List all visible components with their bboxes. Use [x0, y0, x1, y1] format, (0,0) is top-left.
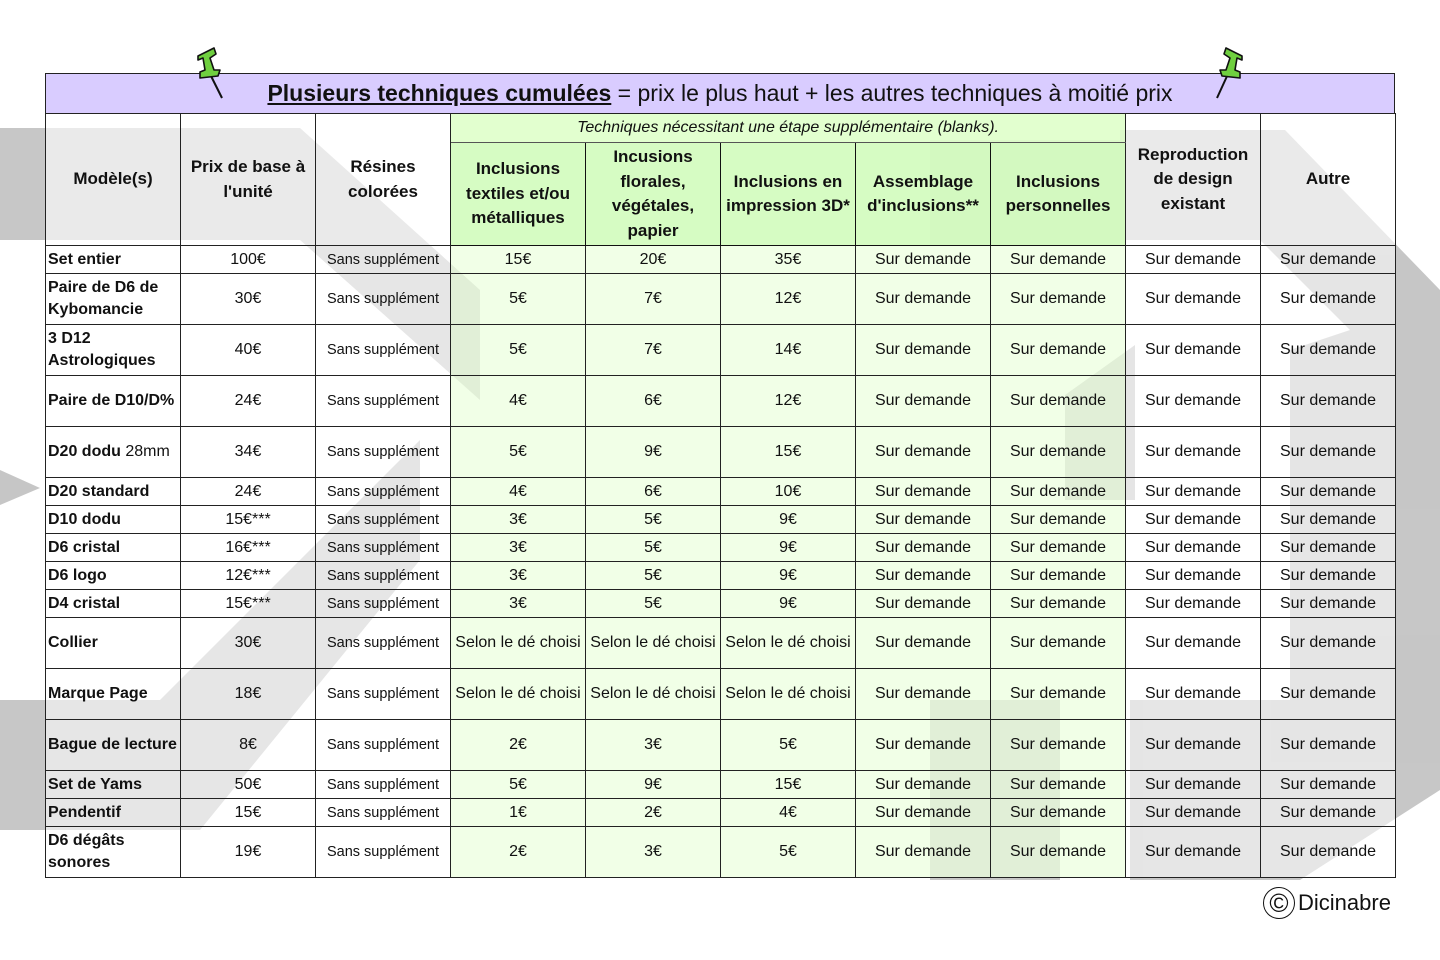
cell-floral: 9€	[586, 427, 721, 478]
cell-print3d: 14€	[721, 325, 856, 376]
header-print3d: Inclusions en impression 3D*	[721, 143, 856, 246]
cell-price: 12€***	[181, 562, 316, 590]
model-name: Marque Page	[48, 685, 148, 702]
header-model: Modèle(s)	[46, 114, 181, 246]
pricing-table-container	[45, 73, 1395, 878]
cell-print3d: 9€	[721, 506, 856, 534]
cell-assembly: Sur demande	[856, 534, 991, 562]
cell-floral: 9€	[586, 771, 721, 799]
cell-floral: 7€	[586, 325, 721, 376]
cell-assembly: Sur demande	[856, 427, 991, 478]
cell-model	[46, 618, 181, 669]
cell-model	[46, 799, 181, 827]
cell-model	[46, 562, 181, 590]
cell-price: 24€	[181, 376, 316, 427]
cell-personal: Sur demande	[991, 799, 1126, 827]
cell-repro: Sur demande	[1126, 506, 1261, 534]
cell-model	[46, 478, 181, 506]
cell-model	[46, 427, 181, 478]
credit-signature	[1263, 887, 1391, 919]
table-row	[46, 590, 1396, 618]
cell-resin: Sans supplément	[316, 771, 451, 799]
cell-repro: Sur demande	[1126, 562, 1261, 590]
cell-personal: Sur demande	[991, 478, 1126, 506]
cell-price: 30€	[181, 274, 316, 325]
pricing-table	[45, 113, 1396, 878]
cell-price: 30€	[181, 618, 316, 669]
model-name: Collier	[48, 634, 98, 651]
header-personal: Inclusions personnelles	[991, 143, 1126, 246]
table-row	[46, 534, 1396, 562]
cell-model	[46, 534, 181, 562]
cell-print3d: 5€	[721, 827, 856, 878]
cell-repro: Sur demande	[1126, 827, 1261, 878]
cell-model	[46, 325, 181, 376]
cell-floral: 20€	[586, 246, 721, 274]
cell-print3d: 4€	[721, 799, 856, 827]
cell-resin: Sans supplément	[316, 376, 451, 427]
cell-assembly: Sur demande	[856, 669, 991, 720]
cell-assembly: Sur demande	[856, 376, 991, 427]
model-name: Paire de D6 de Kybomancie	[48, 279, 159, 318]
cell-print3d: 10€	[721, 478, 856, 506]
cell-assembly: Sur demande	[856, 590, 991, 618]
cell-textile: 3€	[451, 534, 586, 562]
cell-personal: Sur demande	[991, 274, 1126, 325]
header-repro: Reproduction de design existant	[1126, 114, 1261, 246]
cell-resin: Sans supplément	[316, 720, 451, 771]
model-name: Pendentif	[48, 803, 121, 821]
cell-assembly: Sur demande	[856, 478, 991, 506]
cell-floral: 7€	[586, 274, 721, 325]
cell-other: Sur demande	[1261, 478, 1396, 506]
cell-personal: Sur demande	[991, 590, 1126, 618]
cell-model	[46, 246, 181, 274]
cell-other: Sur demande	[1261, 534, 1396, 562]
cell-textile: 1€	[451, 799, 586, 827]
cell-print3d: 9€	[721, 590, 856, 618]
cell-repro: Sur demande	[1126, 669, 1261, 720]
cell-resin: Sans supplément	[316, 827, 451, 878]
model-name: D20 dodu	[48, 443, 121, 460]
cell-print3d: 15€	[721, 427, 856, 478]
cell-floral: 6€	[586, 376, 721, 427]
cell-textile: 4€	[451, 376, 586, 427]
cell-textile: 3€	[451, 590, 586, 618]
cell-model	[46, 376, 181, 427]
cell-resin: Sans supplément	[316, 799, 451, 827]
cell-price: 100€	[181, 246, 316, 274]
cell-textile: 5€	[451, 771, 586, 799]
table-row	[46, 274, 1396, 325]
cell-floral: 2€	[586, 799, 721, 827]
model-name: D20 standard	[48, 482, 150, 500]
cell-other: Sur demande	[1261, 274, 1396, 325]
cell-personal: Sur demande	[991, 376, 1126, 427]
cell-personal: Sur demande	[991, 325, 1126, 376]
cell-assembly: Sur demande	[856, 274, 991, 325]
table-row	[46, 827, 1396, 878]
model-name: D6 logo	[48, 566, 107, 584]
cell-other: Sur demande	[1261, 720, 1396, 771]
cell-assembly: Sur demande	[856, 246, 991, 274]
cell-repro: Sur demande	[1126, 799, 1261, 827]
table-row	[46, 562, 1396, 590]
cell-model	[46, 669, 181, 720]
cell-assembly: Sur demande	[856, 799, 991, 827]
cell-other: Sur demande	[1261, 618, 1396, 669]
cell-model	[46, 771, 181, 799]
cell-repro: Sur demande	[1126, 590, 1261, 618]
cell-resin: Sans supplément	[316, 506, 451, 534]
model-name: D6 cristal	[48, 538, 121, 556]
cell-personal: Sur demande	[991, 562, 1126, 590]
cell-repro: Sur demande	[1126, 534, 1261, 562]
cell-model	[46, 590, 181, 618]
cell-floral: 5€	[586, 534, 721, 562]
cell-print3d: 12€	[721, 376, 856, 427]
cell-print3d: 35€	[721, 246, 856, 274]
cell-repro: Sur demande	[1126, 478, 1261, 506]
model-name: Bague de lecture	[48, 736, 177, 753]
cell-other: Sur demande	[1261, 427, 1396, 478]
cell-floral: 5€	[586, 590, 721, 618]
cell-textile: 5€	[451, 325, 586, 376]
header-floral: Incusions florales, végétales, papier	[586, 143, 721, 246]
cell-textile: 2€	[451, 827, 586, 878]
cell-price: 34€	[181, 427, 316, 478]
cell-textile: Selon le dé choisi	[451, 669, 586, 720]
model-name: D4 cristal	[48, 594, 121, 612]
cell-resin: Sans supplément	[316, 590, 451, 618]
cell-assembly: Sur demande	[856, 771, 991, 799]
cell-personal: Sur demande	[991, 720, 1126, 771]
cell-print3d: 5€	[721, 720, 856, 771]
cell-price: 16€***	[181, 534, 316, 562]
cell-textile: 3€	[451, 562, 586, 590]
table-row	[46, 246, 1396, 274]
cell-model	[46, 506, 181, 534]
pushpin-left-icon	[192, 44, 232, 100]
header-textile: Inclusions textiles et/ou métalliques	[451, 143, 586, 246]
cell-print3d: 12€	[721, 274, 856, 325]
table-body	[46, 246, 1396, 878]
cell-repro: Sur demande	[1126, 274, 1261, 325]
cell-personal: Sur demande	[991, 246, 1126, 274]
cell-other: Sur demande	[1261, 506, 1396, 534]
cell-repro: Sur demande	[1126, 246, 1261, 274]
model-size: 28mm	[120, 443, 170, 460]
cell-repro: Sur demande	[1126, 618, 1261, 669]
cell-textile: 3€	[451, 506, 586, 534]
title-bold: Plusieurs techniques cumulées	[267, 80, 612, 106]
cell-print3d: 15€	[721, 771, 856, 799]
cell-personal: Sur demande	[991, 618, 1126, 669]
cell-other: Sur demande	[1261, 376, 1396, 427]
cell-price: 19€	[181, 827, 316, 878]
cell-price: 18€	[181, 669, 316, 720]
cell-textile: 5€	[451, 427, 586, 478]
cell-textile: 2€	[451, 720, 586, 771]
table-row	[46, 799, 1396, 827]
header-assembly: Assemblage d'inclusions**	[856, 143, 991, 246]
cell-floral: 6€	[586, 478, 721, 506]
cell-price: 50€	[181, 771, 316, 799]
table-row	[46, 618, 1396, 669]
cell-price: 40€	[181, 325, 316, 376]
header-resin: Résines colorées	[316, 114, 451, 246]
table-row	[46, 771, 1396, 799]
cell-floral: 3€	[586, 720, 721, 771]
cell-floral: 5€	[586, 506, 721, 534]
table-row	[46, 478, 1396, 506]
cell-price: 24€	[181, 478, 316, 506]
header-supergroup: Techniques nécessitant une étape supplémentaire (blanks).	[451, 114, 1126, 143]
cell-price: 15€***	[181, 590, 316, 618]
cell-print3d: 9€	[721, 562, 856, 590]
cell-repro: Sur demande	[1126, 427, 1261, 478]
header-price: Prix de base à l'unité	[181, 114, 316, 246]
credit-name: Dicinabre	[1298, 890, 1391, 915]
cell-print3d: Selon le dé choisi	[721, 669, 856, 720]
cell-resin: Sans supplément	[316, 427, 451, 478]
cell-assembly: Sur demande	[856, 325, 991, 376]
cell-price: 15€***	[181, 506, 316, 534]
cell-assembly: Sur demande	[856, 827, 991, 878]
table-row	[46, 376, 1396, 427]
cell-assembly: Sur demande	[856, 562, 991, 590]
cell-price: 15€	[181, 799, 316, 827]
cell-textile: 5€	[451, 274, 586, 325]
cell-personal: Sur demande	[991, 506, 1126, 534]
cell-resin: Sans supplément	[316, 534, 451, 562]
cell-assembly: Sur demande	[856, 720, 991, 771]
cell-personal: Sur demande	[991, 771, 1126, 799]
cell-floral: 3€	[586, 827, 721, 878]
cell-other: Sur demande	[1261, 827, 1396, 878]
cell-repro: Sur demande	[1126, 771, 1261, 799]
cell-other: Sur demande	[1261, 325, 1396, 376]
cell-resin: Sans supplément	[316, 325, 451, 376]
cell-resin: Sans supplément	[316, 562, 451, 590]
model-name: D10 dodu	[48, 510, 121, 528]
watermark-arrow-left	[0, 470, 40, 505]
cell-other: Sur demande	[1261, 771, 1396, 799]
cell-other: Sur demande	[1261, 246, 1396, 274]
cell-textile: Selon le dé choisi	[451, 618, 586, 669]
cell-resin: Sans supplément	[316, 478, 451, 506]
header-other: Autre	[1261, 114, 1396, 246]
cell-textile: 15€	[451, 246, 586, 274]
pushpin-right-icon	[1208, 44, 1248, 100]
cell-repro: Sur demande	[1126, 325, 1261, 376]
cell-floral: 5€	[586, 562, 721, 590]
model-name: 3 D12 Astrologiques	[48, 330, 156, 369]
title-rest: = prix le plus haut + les autres techniques à moitié prix	[611, 80, 1173, 106]
table-row	[46, 720, 1396, 771]
cell-repro: Sur demande	[1126, 376, 1261, 427]
cell-other: Sur demande	[1261, 590, 1396, 618]
cell-model	[46, 827, 181, 878]
cell-textile: 4€	[451, 478, 586, 506]
cell-resin: Sans supplément	[316, 669, 451, 720]
cell-floral: Selon le dé choisi	[586, 618, 721, 669]
table-row	[46, 506, 1396, 534]
model-name: Paire de D10/D%	[48, 392, 175, 409]
cell-personal: Sur demande	[991, 534, 1126, 562]
cell-other: Sur demande	[1261, 562, 1396, 590]
cell-price: 8€	[181, 720, 316, 771]
table-row	[46, 427, 1396, 478]
copyright-icon: ©	[1263, 887, 1295, 919]
model-name: D6 dégâts sonores	[48, 832, 125, 871]
model-name: Set de Yams	[48, 775, 142, 793]
cell-personal: Sur demande	[991, 669, 1126, 720]
cell-resin: Sans supplément	[316, 618, 451, 669]
table-row	[46, 669, 1396, 720]
cell-print3d: 9€	[721, 534, 856, 562]
cell-assembly: Sur demande	[856, 618, 991, 669]
cell-personal: Sur demande	[991, 827, 1126, 878]
table-title	[45, 73, 1395, 113]
cell-resin: Sans supplément	[316, 274, 451, 325]
cell-personal: Sur demande	[991, 427, 1126, 478]
cell-model	[46, 274, 181, 325]
cell-print3d: Selon le dé choisi	[721, 618, 856, 669]
cell-repro: Sur demande	[1126, 720, 1261, 771]
cell-other: Sur demande	[1261, 669, 1396, 720]
cell-assembly: Sur demande	[856, 506, 991, 534]
cell-resin: Sans supplément	[316, 246, 451, 274]
cell-floral: Selon le dé choisi	[586, 669, 721, 720]
model-name: Set entier	[48, 250, 121, 268]
cell-model	[46, 720, 181, 771]
table-row	[46, 325, 1396, 376]
cell-other: Sur demande	[1261, 799, 1396, 827]
